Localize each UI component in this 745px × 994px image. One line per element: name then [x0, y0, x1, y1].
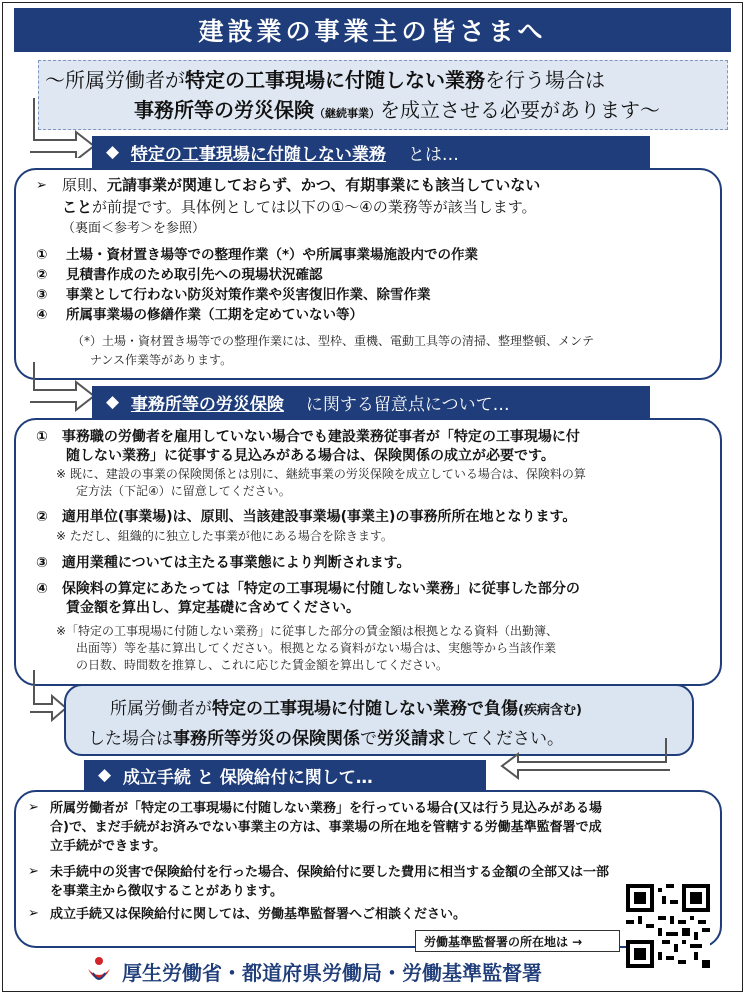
text-bold: こと — [62, 198, 93, 216]
section1-head-bold: 特定の工事現場に付随しない業務 — [130, 144, 386, 165]
item-text: 事業として行わない防災対策作業や災害復旧作業、除雪作業 — [66, 287, 431, 303]
section1-note-1: （*）土場・資材置き場等での整理作業には、型枠、重機、電動工具等の清掃、整理整頓、メンテ — [72, 334, 595, 348]
text-bold: 元請事業が関連しておらず、かつ、有期事業にも該当していない — [107, 176, 541, 194]
section1-para-3: （裏面＜参考＞を参照） — [62, 221, 206, 236]
intro-bold: 事務所等の労災保険 — [134, 98, 314, 122]
text: が前提です。具体例としては以下の①～④の業務等が該当します。 — [92, 198, 537, 216]
section2-heading — [92, 386, 650, 418]
section2-item-3: ③ 適用業種については主たる事業態により判断されます。 — [36, 555, 411, 571]
footer — [84, 954, 542, 988]
section2-note: ※「特定の工事現場に付随しない業務」に従事した部分の賃金額は根拠となる資料（出勤簿、 — [56, 624, 559, 638]
page-title: 建設業の事業主の皆さまへ — [198, 17, 547, 46]
section1-item — [36, 306, 363, 324]
callout-line-1 — [110, 694, 582, 719]
item-text: 所属事業場の修繕作業（工期を定めていない等） — [66, 307, 363, 323]
arrow-bullet-icon: ➢ — [36, 178, 47, 193]
text-small: (疾病含む) — [518, 703, 582, 718]
arrow-bullet-icon: ➢ — [28, 800, 39, 815]
section2-note: 定方法（下記④）に留意してください。 — [76, 484, 291, 498]
section1-head-rest: とは… — [407, 144, 459, 165]
section1-note-2: ナンス作業等があります。 — [90, 353, 233, 367]
intro-text: ～所属労働者が — [45, 68, 185, 92]
section3-bullet-2b: を事業主から徴収することがあります。 — [50, 884, 283, 899]
section2-item-2: ② 適用単位(事業場)は、原則、当該建設事業場(事業主)の事務所所在地となります。 — [36, 509, 577, 525]
diamond-icon: ◆ — [98, 765, 112, 785]
text-bold: 事務所等労災の保険関係 — [173, 729, 360, 749]
arrow-bullet-icon: ➢ — [28, 906, 39, 921]
diamond-icon: ◆ — [106, 392, 120, 412]
section1-item — [36, 286, 431, 304]
office-location-link[interactable]: 労働基準監督署の所在地は → — [415, 930, 620, 952]
footer-text: 厚生労働省・都道府県労働局・労働基準監督署 — [122, 960, 542, 985]
diamond-icon: ◆ — [106, 142, 120, 162]
section2-item-4: ④ 保険料の算定にあたっては「特定の工事現場に付随しない業務」に従事した部分の — [36, 581, 580, 597]
intro-box — [38, 60, 728, 130]
flow-arrow-icon — [30, 360, 100, 422]
item-num: ③ — [36, 287, 48, 303]
text: で — [360, 729, 377, 749]
mhlw-logo-icon — [84, 955, 114, 987]
section1-heading — [92, 136, 650, 168]
item-text: 土場・資材置き場等での整理作業（*）や所属事業場施設内での作業 — [66, 247, 479, 263]
section2-item-4b: 賃金額を算出し、算定基礎に含めてください。 — [66, 600, 360, 616]
section2-note: 出面等）等を基に算出してください。根拠となる資料がない場合は、実態等から当該作業 — [76, 641, 557, 655]
title-banner — [14, 8, 731, 52]
item-num: ② — [36, 267, 48, 283]
text: してください。 — [445, 729, 564, 749]
intro-line-1 — [39, 65, 727, 95]
section2-note: ※ 既に、建設の事業の保険関係とは別に、継続事業の労災保険を成立している場合は、保険料の算 — [56, 467, 586, 481]
section3-bullet-1b: 合)で、まだ手続がお済みでない事業主の方は、事業場の所在地を管轄する労働基準監督署で成 — [50, 820, 602, 835]
section2-note: ※ ただし、組織的に独立した事業が他にある場合を除きます。 — [56, 529, 393, 543]
item-num: ④ — [36, 307, 48, 323]
text: した場合は — [88, 729, 173, 749]
flow-arrow-icon — [30, 96, 100, 158]
intro-line-2 — [39, 95, 727, 129]
text-bold: 労災請求 — [377, 729, 445, 749]
section1-item — [36, 246, 478, 264]
intro-text: を行う場合は — [485, 68, 605, 92]
item-num: ① — [36, 247, 48, 263]
text: 所属労働者が — [110, 699, 212, 719]
item-text: 見積書作成のため取引先への現場状況確認 — [66, 267, 323, 283]
section2-head-bold: 事務所等の労災保険 — [130, 394, 284, 415]
section3-heading — [84, 760, 486, 790]
section2-item-1: ① 事務職の労働者を雇用していない場合でも建設業務従事者が「特定の工事現場に付 — [36, 429, 580, 445]
flow-arrow-icon — [486, 736, 672, 782]
section2-item-1b: 随しない業務」に従事する見込みがある場合は、保険関係の成立が必要です。 — [66, 448, 555, 464]
section2-head-rest: に関する留意点について… — [305, 394, 510, 415]
text-bold: 特定の工事現場に付随しない業務で負傷 — [212, 699, 518, 719]
section3-bullet-2: 未手続中の災害で保険給付を行った場合、保険給付に要した費用に相当する金額の全部又は一部 — [50, 865, 610, 880]
section1-para-2 — [62, 198, 537, 217]
intro-small: （継続事業） — [314, 107, 380, 120]
text: 原則、 — [62, 176, 108, 194]
section3-bullet-1c: 立手続ができます。 — [50, 839, 166, 854]
section3-head-text: 成立手続 と 保険給付に関して… — [122, 767, 373, 788]
arrow-bullet-icon: ➢ — [28, 864, 39, 879]
section3-bullet-3: 成立手続又は保険給付に関しては、労働基準監督署へご相談ください。 — [50, 907, 467, 922]
intro-text: を成立させる必要があります～ — [380, 98, 660, 122]
section3-bullet-1: 所属労働者が「特定の工事現場に付随しない業務」を行っている場合(又は行う見込みがある場 — [50, 801, 602, 816]
section2-note: の日数、時間数を推算し、これに応じた賃金額を算出してください。 — [76, 658, 449, 672]
section1-item — [36, 266, 323, 284]
intro-bold: 特定の工事現場に付随しない業務 — [185, 68, 485, 92]
section1-para-1 — [62, 176, 540, 195]
qr-code-icon[interactable] — [626, 884, 710, 968]
